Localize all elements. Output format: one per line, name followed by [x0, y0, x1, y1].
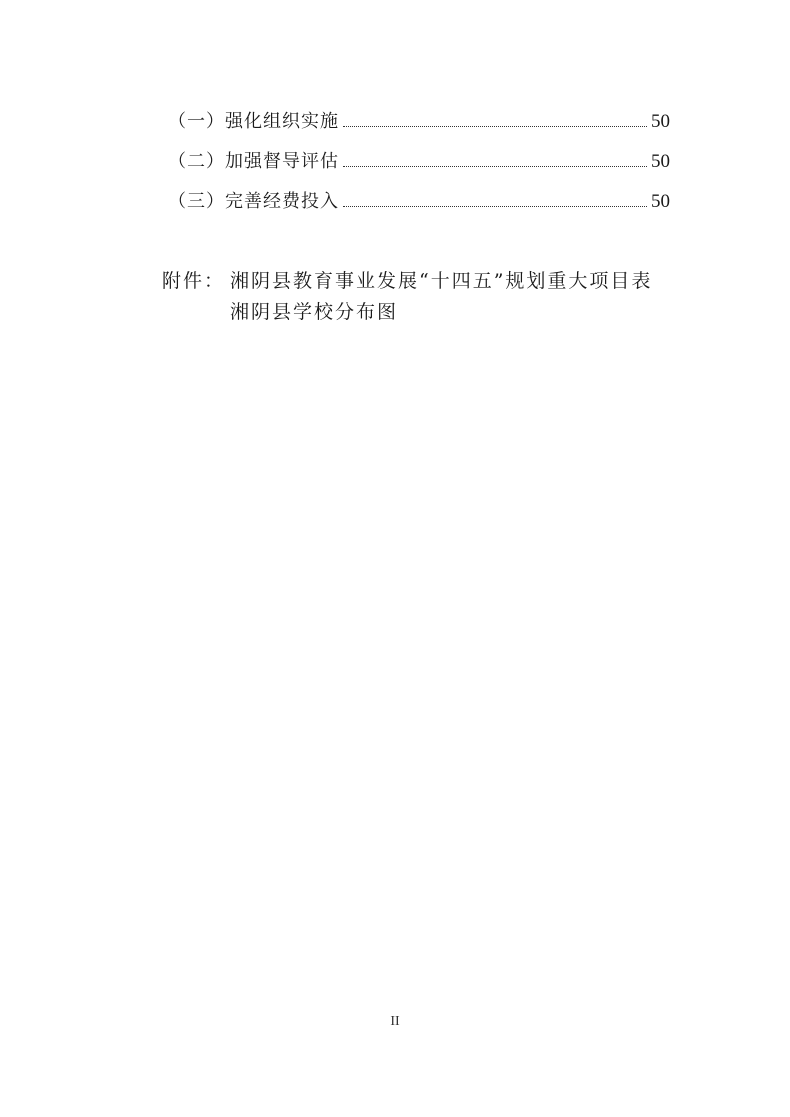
toc-entry-page: 50 [651, 151, 670, 172]
attachments-section [162, 266, 682, 328]
toc-entry[interactable] [168, 187, 670, 227]
attachment-line [162, 266, 682, 297]
toc-entry-page: 50 [651, 111, 670, 132]
toc-entry-number: （一） [168, 111, 225, 132]
attachment-line [162, 297, 682, 328]
toc-entry-number: （二） [168, 151, 225, 172]
toc-entry-page: 50 [651, 191, 670, 212]
toc-entry-number: （三） [168, 191, 225, 212]
toc-entry-title: 加强督导评估 [225, 151, 339, 172]
toc-dot-leader [343, 166, 647, 167]
toc-entry-title: 完善经费投入 [225, 191, 339, 212]
toc-dot-leader [343, 126, 647, 127]
attachments-label: 附件： [162, 270, 226, 292]
table-of-contents [168, 107, 670, 227]
toc-entry[interactable] [168, 147, 670, 187]
toc-entry[interactable] [168, 107, 670, 147]
attachment-item: 湘阴县学校分布图 [230, 301, 399, 323]
page-number: II [390, 1014, 400, 1029]
attachment-item: 湘阴县教育事业发展“十四五”规划重大项目表 [230, 270, 653, 292]
toc-dot-leader [343, 206, 647, 207]
toc-entry-title: 强化组织实施 [225, 111, 339, 132]
